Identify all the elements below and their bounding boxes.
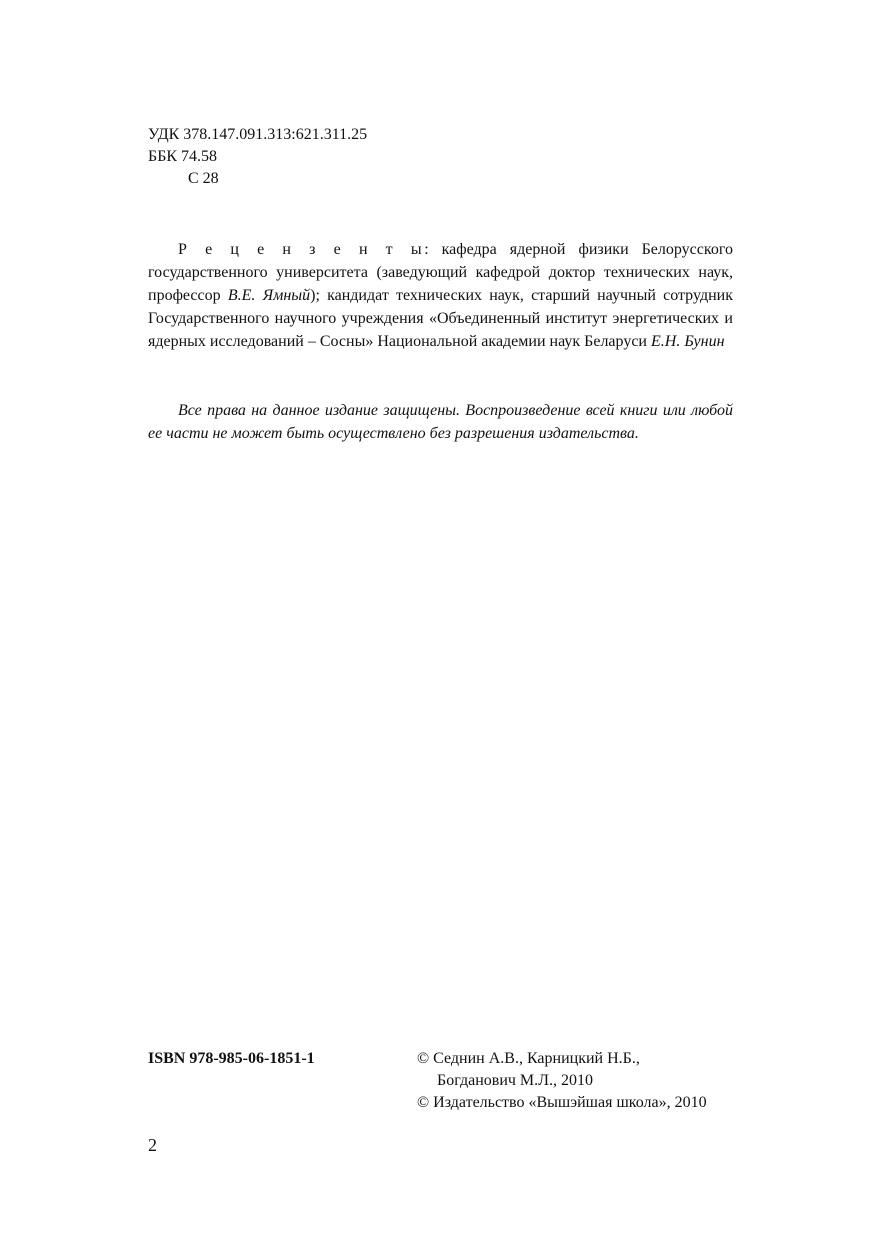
author-mark: С 28: [188, 170, 219, 187]
page-number: 2: [148, 1135, 157, 1155]
copyright-authors: © Седнин А.В., Карницкий Н.Б.,: [417, 1050, 640, 1067]
reviewers-text: [148, 238, 733, 353]
copyright-authors-cont: Богданович М.Л., 2010: [437, 1072, 593, 1089]
bbk-code: ББК 74.58: [148, 148, 218, 165]
reviewers-text-part-2: ); кандидат технических наук, старший научный сотрудник Государственного научного учреждения «Объединенный институт энергетических и ядерных исследований – Сосны» Национальной академии наук Беларуси: [148, 287, 733, 350]
reviewers-paragraph: [148, 238, 733, 353]
reviewers-text-part-1: : кафедра ядерной физики Белорусского государственного университета (заведующий кафедрой доктор технических наук, профессор: [148, 241, 733, 304]
copyright-publisher: © Издательство «Вышэйшая школа», 2010: [417, 1094, 707, 1111]
reviewers-label: Р е ц е н з е н т ы: [178, 241, 425, 258]
reviewer-name-2: Е.Н. Бунин: [650, 333, 725, 350]
rights-notice: Все права на данное издание защищены. Воспроизведение всей книги или любой ее части не может быть осуществлено без разрешения издательства.: [148, 402, 733, 442]
udk-code: УДК 378.147.091.313:621.311.25: [148, 126, 368, 143]
rights-notice-paragraph: [148, 399, 733, 445]
reviewer-name-1: В.Е. Ямный: [227, 287, 311, 304]
isbn: ISBN 978-985-06-1851-1: [148, 1050, 315, 1067]
classification-block: [148, 124, 367, 190]
copyright-block: [417, 1048, 707, 1114]
